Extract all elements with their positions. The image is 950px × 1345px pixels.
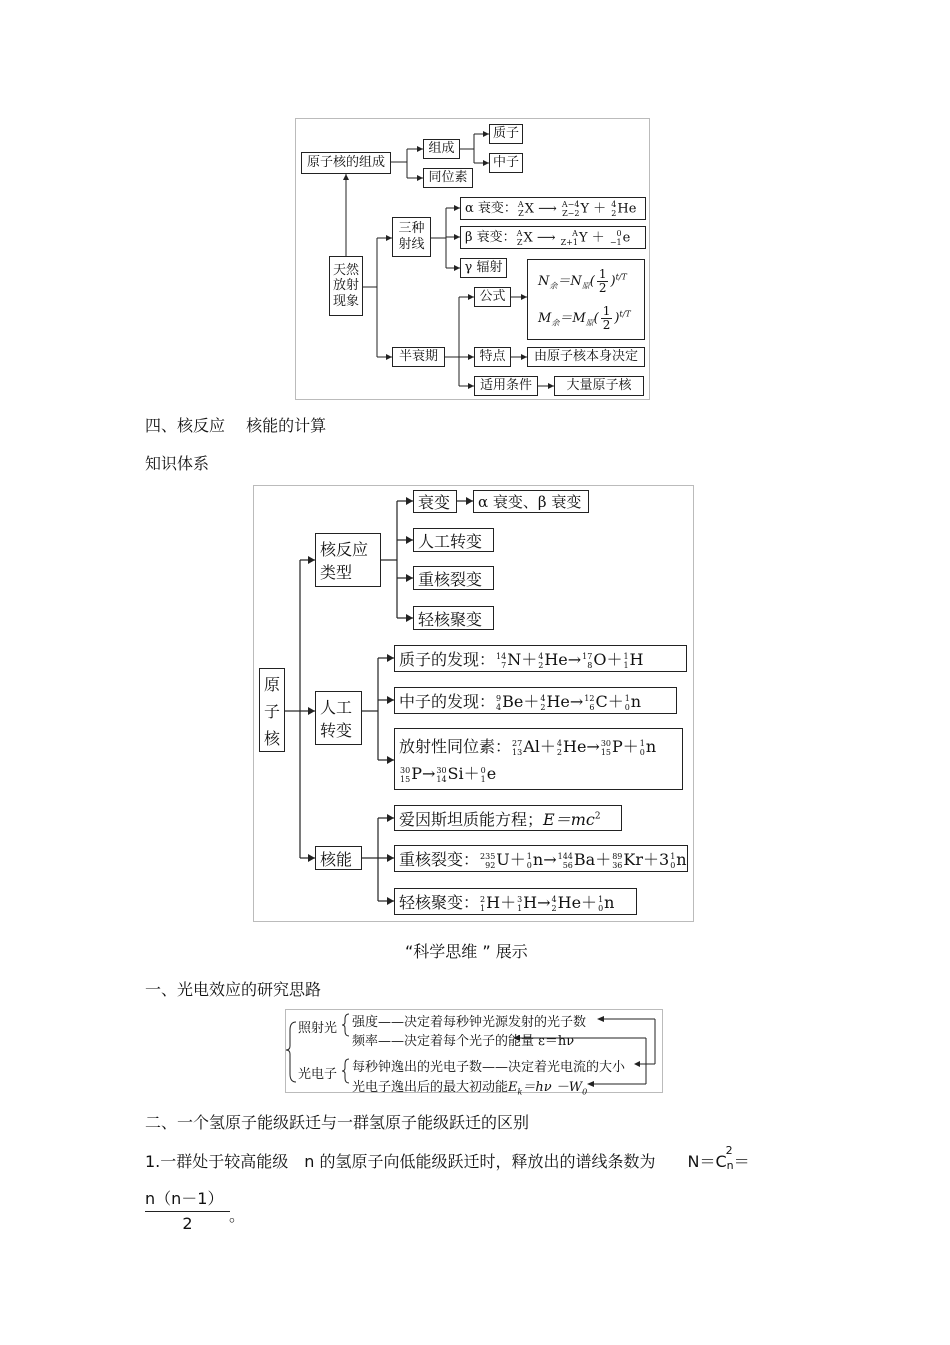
half-life-box: 半衰期 — [392, 347, 445, 367]
nuclear-energy-box: 核能 — [315, 846, 362, 870]
formula-box: 公式 — [474, 287, 511, 307]
radioisotope-line2: 30 15 P→ 30 14 Si＋ 0 1 e — [400, 764, 497, 784]
neutron-discovery-label: 中子的发现： — [399, 692, 496, 711]
three-rays-line2: 射线 — [398, 237, 425, 252]
reaction-types-line2: 类型 — [320, 563, 353, 582]
feature-box: 特点 — [474, 347, 511, 367]
natural-line3: 现象 — [332, 293, 359, 309]
artificial-line1: 人工 — [320, 698, 353, 717]
feature-value-box: 由原子核本身决定 — [527, 347, 645, 367]
light-fusion-box: 轻核聚变 — [413, 606, 494, 630]
electron-label: 光电子 — [298, 1067, 338, 1082]
nucleus-char3: 核 — [263, 728, 280, 748]
beta-equation: A Z X ⟶ A Z+1 Y ＋ 0 −1 e — [516, 228, 631, 247]
einstein-label: 爱因斯坦质能方程； — [399, 809, 544, 829]
science-thinking-title: “科学思维 ” 展示 — [405, 942, 528, 961]
max-ke-label: 光电子逸出后的最大初动能 — [352, 1080, 509, 1095]
gamma-box: γ 辐射 — [460, 258, 507, 278]
natural-line2: 放射 — [332, 278, 359, 294]
conditions-box: 适用条件 — [474, 376, 538, 396]
alpha-equation: A Z X ⟶ A−4 Z−2 Y ＋ 4 2 He — [517, 199, 637, 218]
proton-box: 质子 — [489, 124, 523, 144]
radioisotope-label: 放射性同位素： — [399, 737, 512, 756]
nucleus-char1: 原 — [263, 674, 280, 694]
radioisotope-line1: 放射性同位素： 27 13 Al＋ 4 2 He→ 30 15 P＋ 1 0 n — [399, 737, 657, 757]
artificial-transmutation-box: 人工转变 — [413, 528, 494, 552]
decay-types-box: α 衰变、β 衰变 — [473, 490, 589, 513]
natural-line1: 天然 — [332, 262, 359, 278]
zucheng-box: 组成 — [423, 139, 460, 159]
decay-box: 衰变 — [413, 490, 457, 513]
item1-text: 1.一群处于较高能级 n 的氢原子向低能级跃迁时，释放出的谱线条数为 N＝C 2 n＝ — [145, 1144, 750, 1172]
fusion-label: 轻核聚变： — [399, 893, 480, 912]
artificial-line2: 转变 — [320, 721, 353, 740]
light-label: 照射光 — [298, 1021, 338, 1036]
section1-title: 一、光电效应的研究思路 — [145, 980, 322, 999]
section4-title: 四、核反应 核能的计算 — [145, 416, 327, 435]
proton-discovery-label: 质子的发现： — [399, 650, 496, 669]
proton-discovery-equation: 14 7 N＋ 4 2 He→ 17 8 O＋ 1 1 H — [496, 650, 644, 670]
reaction-types-line1: 核反应 — [320, 540, 369, 559]
three-rays-line1: 三种 — [398, 221, 425, 237]
item1-numerator: n（n－1） — [145, 1186, 230, 1212]
knowledge-system: 知识体系 — [145, 454, 210, 473]
item1-main: 1.一群处于较高能级 n 的氢原子向低能级跃迁时，释放出的谱线条数为 N＝C — [145, 1152, 727, 1171]
fusion-equation: 2 1 H＋ 3 1 H→ 4 2 He＋ 1 0 n — [480, 893, 615, 913]
section2-title: 二、一个氢原子能级跃迁与一群氢原子能级跃迁的区别 — [145, 1113, 530, 1132]
neutron-discovery-equation: 9 4 Be＋ 4 2 He→ 12 6 C＋ 1 0 n — [496, 692, 642, 712]
composition-box: 原子核的组成 — [301, 152, 391, 174]
isotope-box: 同位素 — [423, 168, 473, 188]
item1-fraction — [145, 1186, 230, 1233]
einstein-equation: $E=mc^2$ — [543, 809, 601, 829]
frequency-line: 频率——决定着每个光子的能量 ε＝hν — [352, 1034, 575, 1049]
conditions-value-box: 大量原子核 — [554, 376, 644, 396]
fission-label: 重核裂变： — [399, 850, 480, 869]
nucleus-char2: 子 — [263, 701, 280, 721]
remaining-n-formula: $N_余=N_原$( $\frac{1}{2}$ )$^{t/T}$ — [538, 266, 627, 295]
alpha-decay-label: α 衰变： — [465, 200, 517, 216]
per-second-line: 每秒钟逸出的光电子数——决定着光电流的大小 — [352, 1060, 626, 1075]
heavy-fission-box: 重核裂变 — [413, 566, 494, 590]
neutron-box: 中子 — [489, 153, 523, 173]
beta-decay-label: β 衰变： — [465, 229, 516, 245]
max-ke-line — [352, 1076, 587, 1097]
fission-equation: 235 92 U＋ 1 0 n→ 144 56 Ba＋ 89 36 Kr＋3 1 0 n — [480, 850, 687, 870]
max-ke-formula: $E_k=h\nu -W_0$ — [508, 1080, 588, 1097]
item1-denominator: 2 — [182, 1214, 193, 1233]
intensity-line: 强度——决定着每秒钟光源发射的光子数 — [352, 1015, 587, 1030]
item1-period: 。 — [229, 1206, 246, 1225]
remaining-m-formula: $M_余=M_原$( $\frac{1}{2}$ )$^{t/T}$ — [538, 303, 631, 332]
item1-combination: 2 n — [725, 1144, 734, 1172]
